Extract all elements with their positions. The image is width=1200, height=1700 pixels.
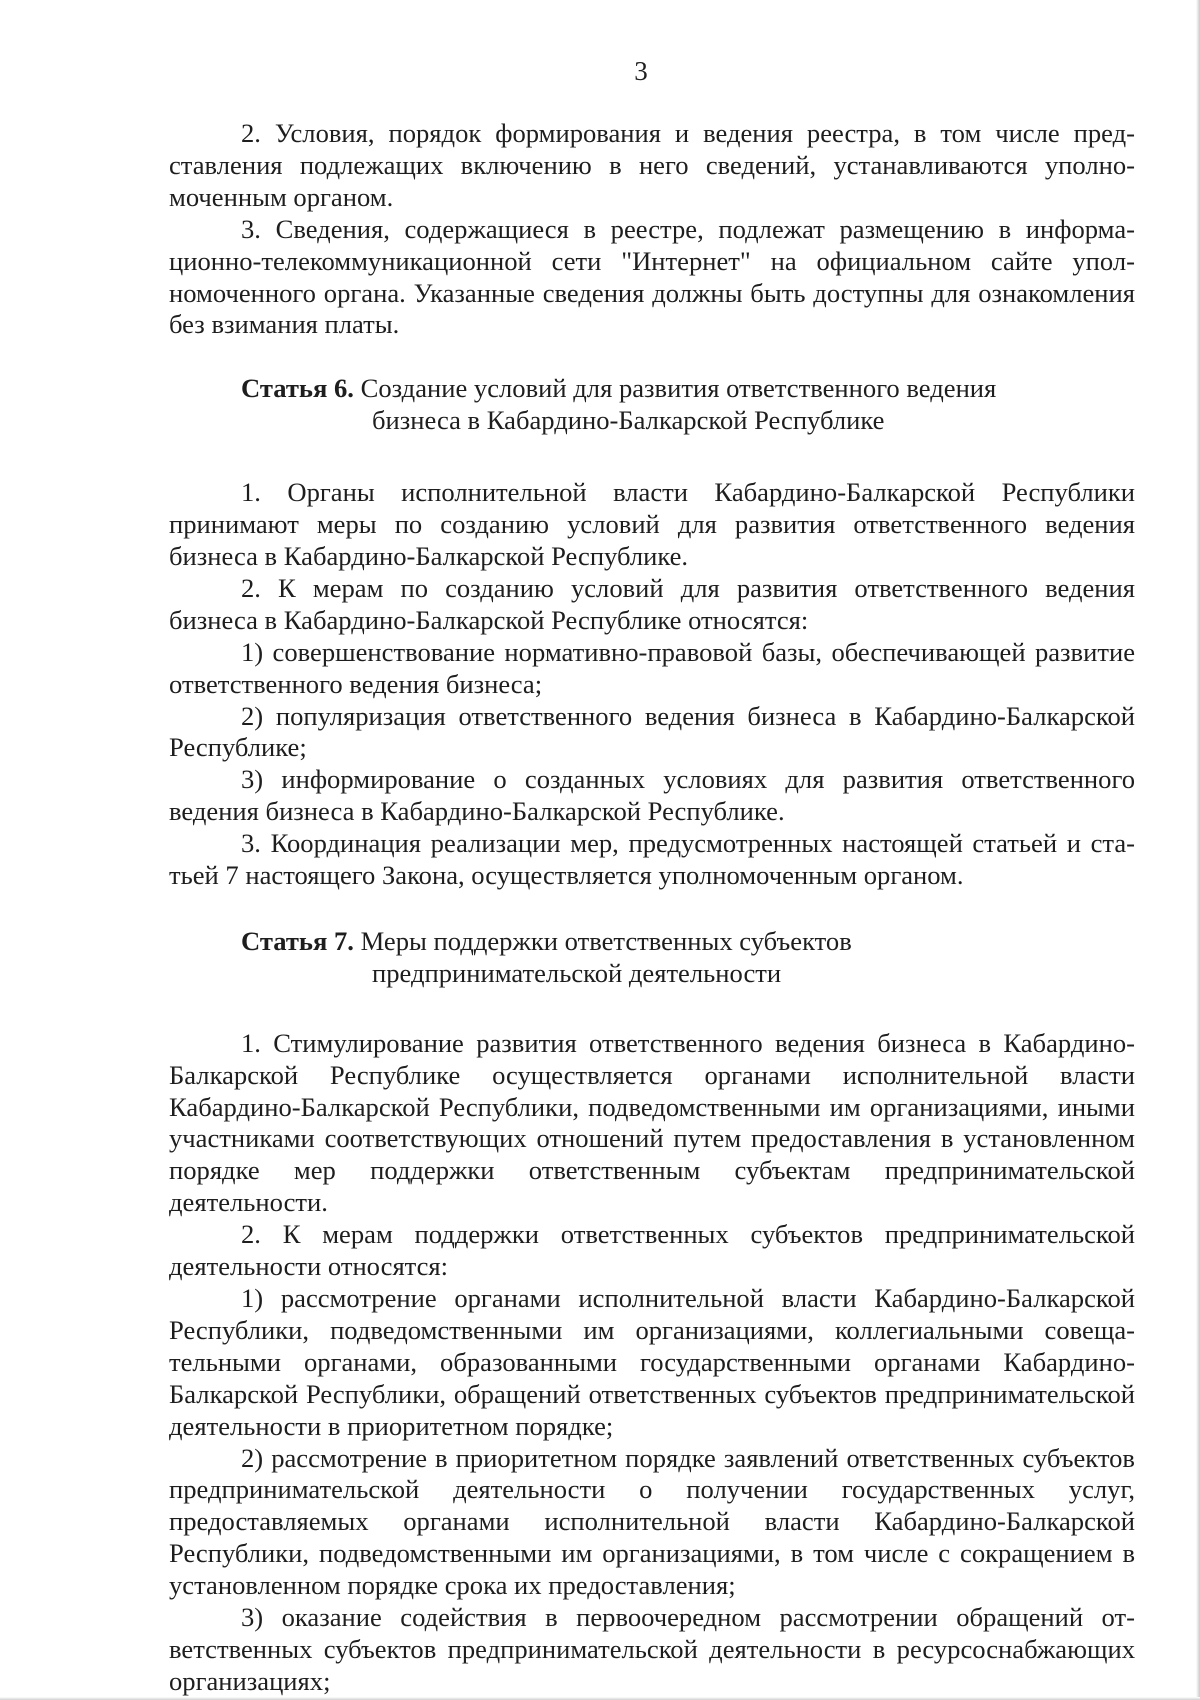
article7-paragraph: 2. К мерам поддержки ответственных субъектов предпринимательской деятельности относятся: <box>169 1219 1135 1282</box>
article7-paragraph: 1. Стимулирование развития ответственного ведения бизнеса в Кабардино-Балкарской Республике осуществляется органами исполнительной власти Кабардино-Балкарской Республики, подведомственными им организациями, иными участниками соответствующих отношений путем предоставления в установленном порядке мер поддержки ответственным субъектам предпринимательской деятельности. <box>169 1027 1135 1218</box>
article6-list-item: 2) популяризация ответственного ведения бизнеса в Кабардино-Балкарской Республике; <box>169 700 1135 763</box>
article5-paragraph-2: 2. Условия, порядок формирования и ведения реестра, в том числе представления подлежащих включению в него сведений, устанавливаются уполномоченным органом. <box>169 118 1135 212</box>
article6-label: Статья 6. <box>241 373 354 404</box>
article7-list-item: 3) оказание содействия в первоочередном рассмотрении обращений ответственных субъектов предпринимательской деятельности в ресурсоснабжающих организациях; <box>169 1602 1135 1696</box>
article7-list-item: 1) рассмотрение органами исполнительной власти Кабардино-Балкарской Республики, подведомственными им организациями, коллегиальными совещательными органами, образованными государственными органами Кабардино-Балкарской Республики, обращений ответственных субъектов предпринимательской деятельности в приоритетном порядке; <box>169 1283 1135 1441</box>
article6-list-item: 3) информирование о созданных условиях для развития ответственного ведения бизнеса в Кабардино-Балкарской Республике. <box>169 764 1135 827</box>
article6-title-line1: Создание условий для развития ответственного ведения <box>360 373 997 404</box>
article6-heading <box>169 373 1135 437</box>
article7-label: Статья 7. <box>241 925 354 956</box>
article6-paragraph: 1. Органы исполнительной власти Кабардино-Балкарской Республики принимают меры по созданию условий для развития ответственного ведения бизнеса в Кабардино-Балкарской Республике. <box>169 477 1135 571</box>
article7-title-line2: предпринимательской деятельности <box>372 957 782 988</box>
article5-paragraph-3: 3. Сведения, содержащиеся в реестре, подлежат размещению в информационно-телекоммуникационной сети "Интернет" на официальном сайте уполномоченного органа. Указанные сведения должны быть доступны для ознакомления без взимания платы. <box>169 213 1135 340</box>
article7-title-line1: Меры поддержки ответственных субъектов <box>360 925 852 956</box>
scan-edge-right <box>1196 0 1200 1700</box>
article6-list-item: 1) совершенствование нормативно-правовой базы, обеспечивающей развитие ответственного ведения бизнеса; <box>169 636 1135 699</box>
article6-title-line2: бизнеса в Кабардино-Балкарской Республике <box>372 405 885 436</box>
article6-paragraph: 3. Координация реализации мер, предусмотренных настоящей статьей и статьей 7 настоящего Закона, осуществляется уполномоченным органом. <box>169 828 1135 891</box>
document-body <box>169 118 1135 1698</box>
article7-list-item: 2) рассмотрение в приоритетном порядке заявлений ответственных субъектов предпринимательской деятельности о получении государственных услуг, предоставляемых органами исполнительной власти Кабардино-Балкарской Республики, подведомственными им организациями, в том числе с сокращением в установленном порядке срока их предоставления; <box>169 1442 1135 1601</box>
article6-paragraph: 2. К мерам по созданию условий для развития ответственного ведения бизнеса в Кабардино-Балкарской Республике относятся: <box>169 572 1135 635</box>
article7-heading <box>169 926 1135 990</box>
page-number: 3 <box>634 56 648 86</box>
